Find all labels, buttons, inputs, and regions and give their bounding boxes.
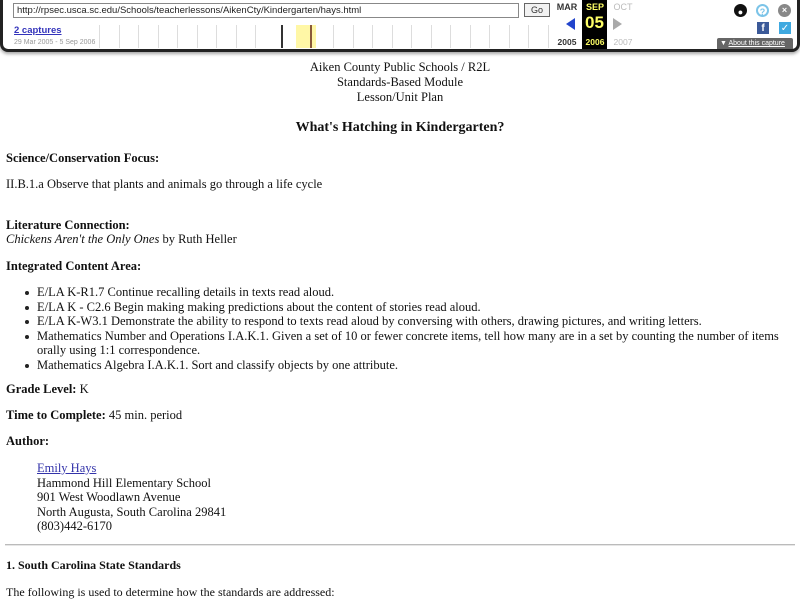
section-intro: The following is used to determine how the standards are addressed:	[6, 585, 335, 599]
go-button[interactable]: Go	[524, 3, 550, 17]
header-line-2: Standards-Based Module	[336, 75, 464, 89]
prev-month[interactable]: MAR	[556, 2, 578, 12]
science-focus-text: II.B.1.a Observe that plants and animals go through a life cycle	[6, 177, 323, 191]
timeline-tick	[411, 25, 412, 48]
integrated-content-list	[0, 285, 787, 373]
grade-level-value: K	[76, 382, 89, 396]
header-line-3: Lesson/Unit Plan	[356, 90, 444, 104]
url-input[interactable]: http://rpsec.usca.sc.edu/Schools/teacherlessons/AikenCty/Kindergarten/hays.html	[13, 3, 519, 18]
timeline-tick	[216, 25, 217, 48]
capture-timeline[interactable]	[99, 23, 551, 48]
author-street: 901 West Woodlawn Avenue	[37, 490, 181, 504]
integrated-label: Integrated Content Area:	[6, 259, 142, 273]
list-item: Mathematics Number and Operations I.A.K.1. Given a set of 10 or fewer concrete items, tell how many are in a set by counting the number of items orally using 1:1 correspondence.	[0, 329, 787, 358]
author-city: North Augusta, South Carolina 29841	[37, 504, 227, 519]
list-item: E/LA K-W3.1 Demonstrate the ability to respond to texts read aloud by conversing with others, drawing pictures, and writing letters.	[0, 314, 787, 329]
grade-level-label: Grade Level:	[6, 382, 77, 396]
section-heading: 1. South Carolina State Standards	[6, 558, 181, 572]
account-icon[interactable]: ●	[734, 4, 747, 17]
timeline-tick	[489, 25, 490, 48]
time-label: Time to Complete:	[6, 408, 106, 422]
current-year-highlight	[296, 25, 316, 48]
next-year: 2007	[613, 37, 633, 47]
timeline-tick	[548, 25, 549, 48]
time-value: 45 min. period	[105, 408, 183, 422]
wayback-toolbar	[0, 0, 800, 52]
author-school: Hammond Hill Elementary School	[37, 475, 211, 490]
timeline-tick	[392, 25, 393, 48]
timeline-tick	[177, 25, 178, 48]
list-item: Mathematics Algebra I.A.K.1. Sort and classify objects by one attribute.	[0, 358, 787, 373]
book-author: by Ruth Heller	[159, 232, 237, 246]
timeline-tick	[255, 25, 256, 48]
literature-label: Literature Connection:	[6, 218, 130, 232]
timeline-tick	[99, 25, 100, 48]
page-title: What's Hatching in Kindergarten?	[295, 120, 505, 135]
timeline-tick	[528, 25, 529, 48]
about-capture-button[interactable]: ▼ About this capture	[717, 38, 793, 49]
captures-link[interactable]: 2 captures	[14, 25, 62, 36]
header-line-1: Aiken County Public Schools / R2L	[309, 60, 491, 74]
list-item: E/LA K - C2.6 Begin making making predictions about the content of stories read aloud.	[0, 300, 787, 315]
timeline-tick	[197, 25, 198, 48]
prev-year[interactable]: 2005	[557, 37, 577, 47]
timeline-tick	[431, 25, 432, 48]
section-divider	[5, 544, 795, 546]
current-day: 05	[585, 13, 604, 32]
author-phone: (803)442-6170	[37, 519, 112, 533]
time-to-complete	[6, 408, 182, 423]
book-title: Chickens Aren't the Only Ones	[6, 232, 160, 246]
author-label: Author:	[6, 434, 50, 448]
timeline-tick	[119, 25, 120, 48]
prev-capture-arrow-icon[interactable]	[566, 18, 575, 30]
timeline-tick	[158, 25, 159, 48]
help-icon[interactable]: ?	[756, 4, 769, 17]
timeline-tick	[236, 25, 237, 48]
about-capture-label: About this capture	[728, 40, 785, 47]
author-name-link[interactable]: Emily Hays	[37, 461, 97, 475]
current-year: 2006	[585, 37, 605, 47]
document-header	[0, 60, 800, 105]
next-month: OCT	[613, 2, 633, 12]
twitter-icon[interactable]: ✓	[780, 23, 790, 34]
next-capture-arrow-icon	[613, 18, 622, 30]
timeline-tick	[353, 25, 354, 48]
timeline-tick	[138, 25, 139, 48]
capture-mark-2005[interactable]	[281, 25, 283, 48]
timeline-tick	[450, 25, 451, 48]
timeline-tick	[333, 25, 334, 48]
list-item: E/LA K-R1.7 Continue recalling details in texts read aloud.	[0, 285, 787, 300]
capture-range: 29 Mar 2005 - 5 Sep 2006	[14, 39, 96, 46]
science-focus-label: Science/Conservation Focus:	[6, 151, 160, 165]
facebook-icon[interactable]: f	[757, 22, 769, 34]
timeline-tick	[372, 25, 373, 48]
literature-text	[6, 232, 237, 247]
capture-mark-2006[interactable]	[310, 25, 312, 48]
timeline-tick	[509, 25, 510, 48]
grade-level	[6, 382, 89, 397]
lesson-document	[0, 60, 800, 136]
close-icon[interactable]: ×	[778, 4, 791, 17]
author-address	[37, 461, 226, 534]
timeline-tick	[470, 25, 471, 48]
current-month: SEP	[585, 2, 604, 12]
